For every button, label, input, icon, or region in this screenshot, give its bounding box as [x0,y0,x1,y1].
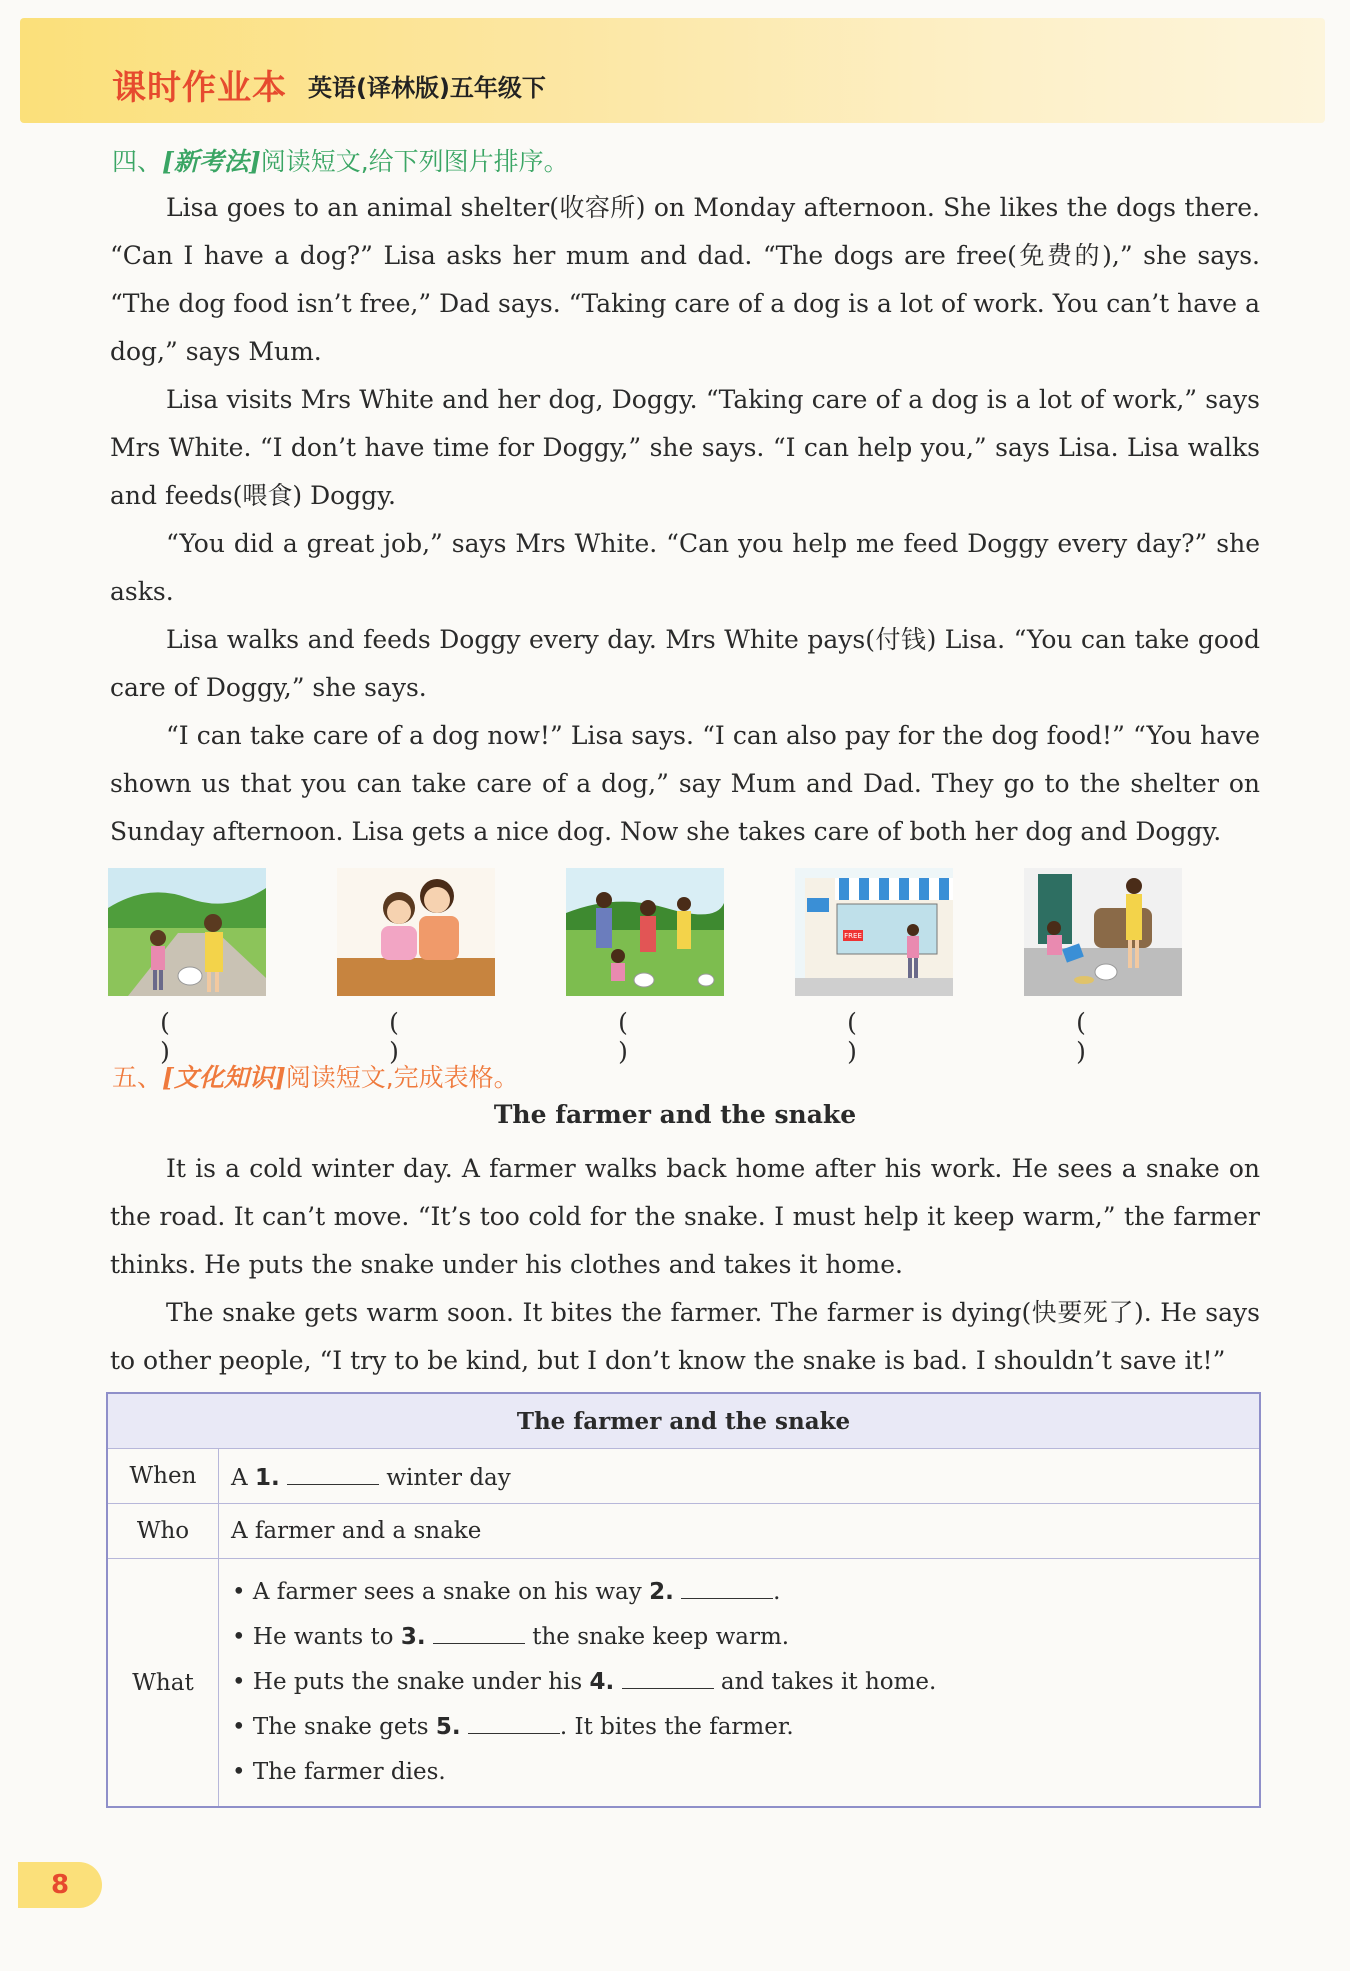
blank-number: 5. [435,1714,461,1740]
who-label: Who [107,1504,219,1559]
paragraph: “You did a great job,” says Mrs White. “Can you help me feed Doggy every day?” she asks. [110,529,1260,606]
blank-number: 2. [649,1579,674,1605]
answer-blank-1[interactable] [287,1462,379,1485]
section-4-number: 四、 [112,147,163,176]
item-text: . It bites the farmer. [559,1714,794,1740]
section-5-instruction: 阅读短文,完成表格。 [285,1063,519,1092]
section-4-heading [112,142,569,178]
blank-number: 4. [589,1669,615,1695]
paragraph: Lisa walks and feeds Doggy every day. Mrs White pays(付钱) Lisa. “You can take good care of Doggy,” she says. [110,625,1260,702]
picture-row [0,868,1350,1066]
page-number: 8 [18,1862,102,1908]
answer-parens[interactable]: ( ) [160,1008,214,1066]
paragraph: Lisa goes to an animal shelter(收容所) on Monday afternoon. She likes the dogs there. “Can I have a dog?” Lisa asks her mum and dad. “The dogs are free(免费的),” she says. “The dog food isn’t free,” Dad says. “Taking care of a dog is a lot of work. You can’t have a dog,” says Mum. [110,193,1260,366]
item-text: and takes it home. [720,1669,937,1695]
free-sign: FREE [844,932,862,940]
answer-parens[interactable]: ( ) [847,1008,901,1066]
when-suffix: winter day [386,1464,511,1491]
section-5-tag: [文化知识] [162,1063,286,1092]
when-label: When [107,1449,219,1504]
answer-parens[interactable]: ( ) [618,1008,672,1066]
answer-blank-2[interactable] [681,1576,773,1599]
story-title: The farmer and the snake [493,1100,857,1129]
lisa-passage [110,184,1260,856]
answer-blank-3[interactable] [433,1621,525,1644]
what-label: What [107,1559,219,1808]
answer-blank-5[interactable] [468,1711,560,1734]
what-list [220,1560,1258,1805]
list-item [232,1750,1258,1795]
item-text: The snake gets [252,1714,429,1740]
list-item [232,1570,1258,1615]
paragraph: “I can take care of a dog now!” Lisa says. “I can also pay for the dog food!” “You have shown us that you can take care of a dog,” say Mum and Dad. They go to the shelter on Sunday afternoon. Lisa gets a nice dog. Now she takes care of both her dog and Doggy. [110,721,1260,846]
table-row [107,1559,1260,1808]
when-value [219,1449,1261,1504]
answer-blank-4[interactable] [622,1666,714,1689]
answer-parens[interactable]: ( ) [1076,1008,1130,1066]
girl-feeding-dog-at-home-picture [1024,868,1182,996]
section-4-instruction: 阅读短文,给下列图片排序。 [260,147,569,176]
item-text: He wants to [252,1624,394,1650]
family-in-park-with-dogs-picture [566,868,724,996]
table-row [107,1449,1260,1504]
item-text: He puts the snake under his [252,1669,583,1695]
list-item [232,1660,1258,1705]
park-girl-woman-dog-picture [108,868,266,996]
list-item [232,1615,1258,1660]
table-row [107,1504,1260,1559]
paragraph: It is a cold winter day. A farmer walks back home after his work. He sees a snake on the road. It can’t move. “It’s too cold for the snake. I must help it keep warm,” the farmer thinks. He puts the snake under his clothes and takes it home. [110,1154,1260,1279]
item-text: The farmer dies. [252,1759,446,1785]
answer-parens[interactable]: ( ) [389,1008,443,1066]
item-text: . [773,1579,781,1605]
item-text: the snake keep warm. [532,1624,790,1650]
list-item [232,1705,1258,1750]
paragraph: The snake gets warm soon. It bites the farmer. The farmer is dying(快要死了). He says to other people, “I try to be kind, but I don’t know the snake is bad. I shouldn’t save it!” [110,1298,1260,1375]
who-value: A farmer and a snake [219,1504,1261,1559]
what-cell [219,1559,1261,1808]
animal-shelter-storefront-picture [795,868,953,996]
section-5-heading [112,1058,519,1094]
brand-title: 课时作业本 [112,68,287,108]
table-title: The farmer and the snake [107,1393,1260,1449]
girl-and-mother-at-table-picture [337,868,495,996]
item-text: A farmer sees a snake on his way [252,1579,642,1605]
section-5-number: 五、 [112,1063,163,1092]
farmer-passage [110,1145,1260,1385]
completion-table [106,1392,1261,1808]
paragraph: Lisa visits Mrs White and her dog, Doggy. “Taking care of a dog is a lot of work,” says Mrs White. “I don’t have time for Doggy,” she says. “I can help you,” says Lisa. Lisa walks and feeds(喂食) Doggy. [110,385,1260,510]
blank-number: 3. [400,1624,426,1650]
book-title: 英语(译林版)五年级下 [308,74,546,102]
when-prefix: A [231,1464,248,1491]
blank-number: 1. [254,1464,280,1491]
section-4-tag: [新考法] [162,147,261,176]
